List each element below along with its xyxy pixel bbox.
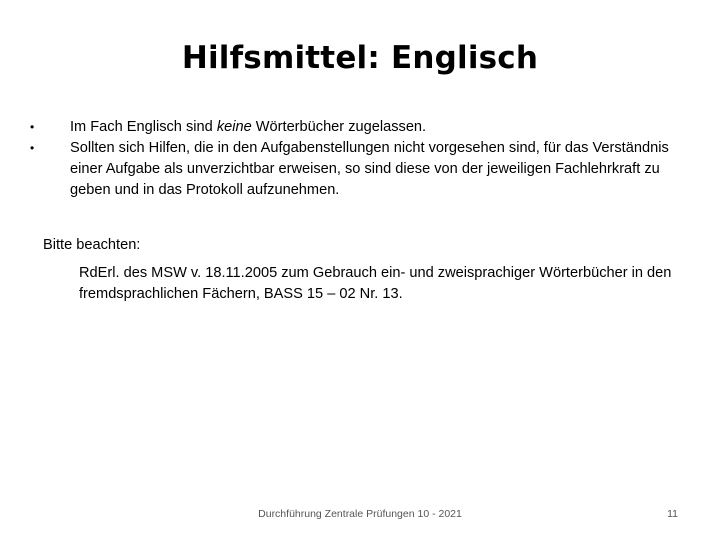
- note-body: RdErl. des MSW v. 18.11.2005 zum Gebrauch ein- und zweisprachiger Wörterbücher in den fremdsprachlichen Fächern, BASS 15 – 02 Nr. 13.: [79, 265, 672, 302]
- bullet-icon: •: [30, 120, 35, 134]
- bullet-text: Sollten sich Hilfen, die in den Aufgabenstellungen nicht vorgesehen sind, für das Verständnis einer Aufgabe als unverzichtbar erweisen, so sind diese von der jeweiligen Fachlehrkraft zu geben und in das Protokoll aufzunehmen.: [70, 140, 669, 198]
- bullet-item: [28, 138, 688, 201]
- bullet-text-end: Wörterbücher zugelassen.: [251, 119, 427, 135]
- bullet-icon: •: [30, 141, 35, 155]
- bullet-item: [28, 117, 688, 138]
- bullet-emphasis: keine: [216, 119, 252, 135]
- note-block: [43, 235, 683, 305]
- slide-title: Hilfsmittel: Englisch: [181, 40, 539, 76]
- page-number: 11: [667, 508, 678, 520]
- bullet-text-start: Im Fach Englisch sind: [70, 119, 217, 135]
- note-heading: Bitte beachten:: [43, 237, 141, 253]
- slide-footer: Durchführung Zentrale Prüfungen 10 - 2021: [258, 508, 462, 520]
- bullet-list: [28, 117, 688, 201]
